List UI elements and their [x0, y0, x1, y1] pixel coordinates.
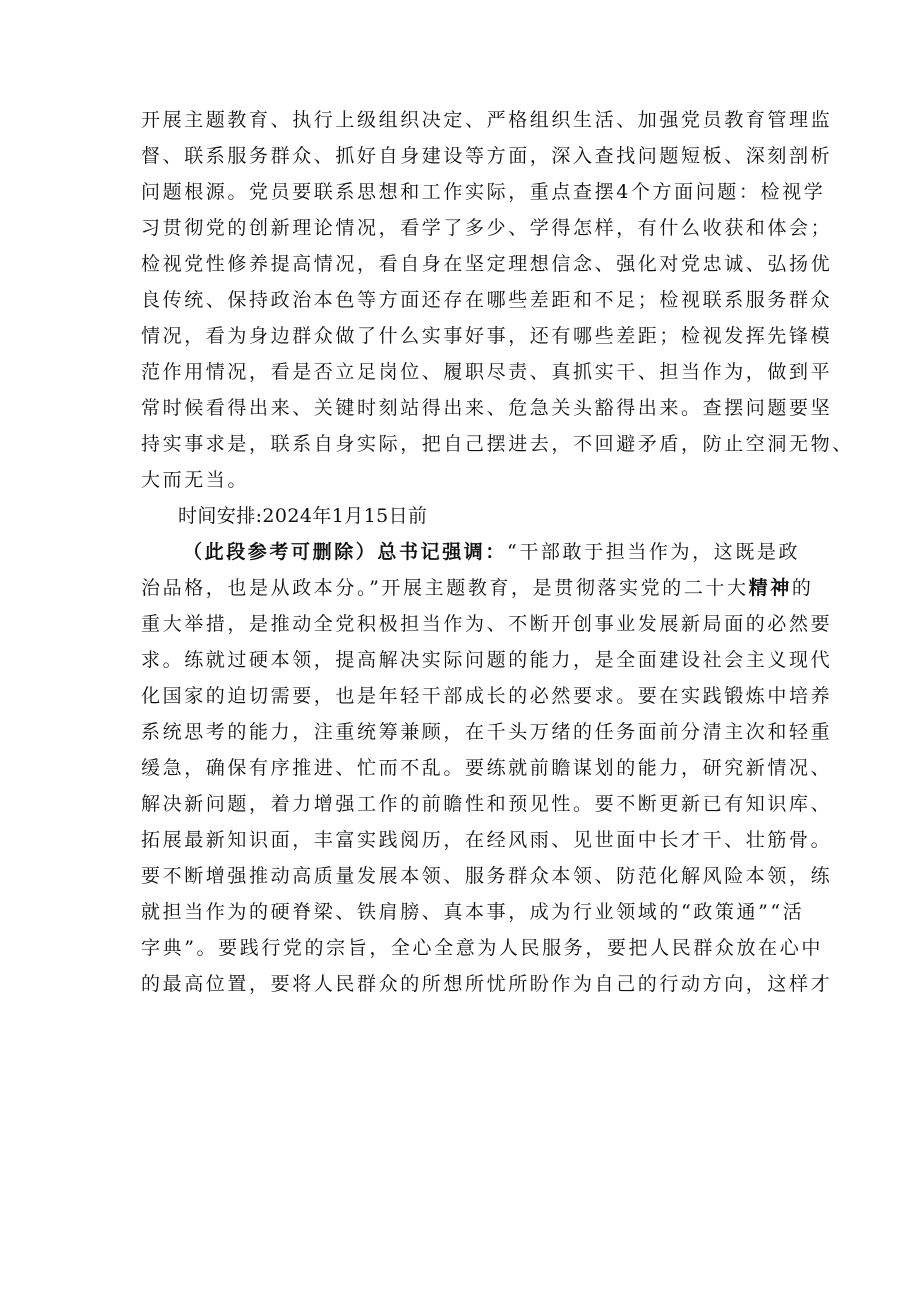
paragraph1-line: 持实事求是，联系自身实际，把自己摆进去，不回避矛盾，防止空洞无物、 [141, 433, 854, 455]
paragraph2-line: 化国家的迫切需要，也是年轻干部成长的必然要求。要在实践锻炼中培养 [141, 685, 833, 707]
paragraph1-line: 问题根源。党员要联系思想和工作实际，重点查摆4个方面问题：检视学 [141, 181, 826, 203]
paragraph2-bold-prefix: （此段参考可删除）总书记强调： [183, 541, 508, 563]
paragraph2-line: 解决新问题，着力增强工作的前瞻性和预见性。要不断更新已有知识库、 [141, 793, 833, 815]
paragraph1-line: 常时候看得出来、关键时刻站得出来、危急关头豁得出来。查摆问题要坚 [141, 397, 833, 419]
paragraph1-line: 习贯彻党的创新理论情况，看学了多少、学得怎样，有什么收获和体会； [141, 217, 833, 239]
paragraph2-line: 的最高位置，要将人民群众的所想所忧所盼作为自己的行动方向，这样才 [141, 973, 833, 995]
paragraph2-line-1 [183, 540, 800, 564]
paragraph2-line2-bold: 精神 [748, 577, 792, 599]
paragraph2-line2-a: 治品格，也是从政本分。”开展主题教育，是贯彻落实党的二十大 [141, 577, 749, 599]
paragraph2-line: 要不断增强推动高质量发展本领、服务群众本领、防范化解风险本领，练 [141, 865, 833, 887]
paragraph2-line2-b: 的 [791, 577, 814, 599]
schedule-line: 时间安排:2024年1月15日前 [178, 505, 428, 527]
paragraph1-line: 范作用情况，看是否立足岗位、履职尽责、真抓实干、担当作为，做到平 [141, 361, 833, 383]
paragraph2-line: 求。练就过硬本领，提高解决实际问题的能力，是全面建设社会主义现代 [141, 649, 833, 671]
paragraph2-line-2 [141, 576, 813, 600]
paragraph1-line: 开展主题教育、执行上级组织决定、严格组织生活、加强党员教育管理监 [141, 109, 833, 131]
paragraph1-line: 督、联系服务群众、抓好自身建设等方面，深入查找问题短板、深刻剖析 [141, 145, 833, 167]
paragraph1-line: 情况，看为身边群众做了什么实事好事，还有哪些差距；检视发挥先锋模 [141, 325, 833, 347]
paragraph1-line: 良传统、保持政治本色等方面还存在哪些差距和不足；检视联系服务群众 [141, 289, 833, 311]
paragraph1-line: 大而无当。 [141, 469, 250, 491]
paragraph2-line: 系统思考的能力，注重统筹兼顾，在千头万绪的任务面前分清主次和轻重 [141, 721, 833, 743]
paragraph1-line: 检视党性修养提高情况，看自身在坚定理想信念、强化对党忠诚、弘扬优 [141, 253, 833, 275]
paragraph2-line: 字典”。要践行党的宗旨，全心全意为人民服务，要把人民群众放在心中 [141, 937, 823, 959]
paragraph2-line: 拓展最新知识面，丰富实践阅历，在经风雨、见世面中长才干、壮筋骨。 [141, 829, 833, 851]
paragraph2-line: 就担当作为的硬脊梁、铁肩膀、真本事，成为行业领域的“政策通”“活 [141, 901, 805, 923]
paragraph2-line1-rest: “干部敢于担当作为，这既是政 [507, 541, 801, 563]
paragraph2-line: 缓急，确保有序推进、忙而不乱。要练就前瞻谋划的能力，研究新情况、 [141, 757, 833, 779]
paragraph2-line: 重大举措，是推动全党积极担当作为、不断开创事业发展新局面的必然要 [141, 613, 833, 635]
